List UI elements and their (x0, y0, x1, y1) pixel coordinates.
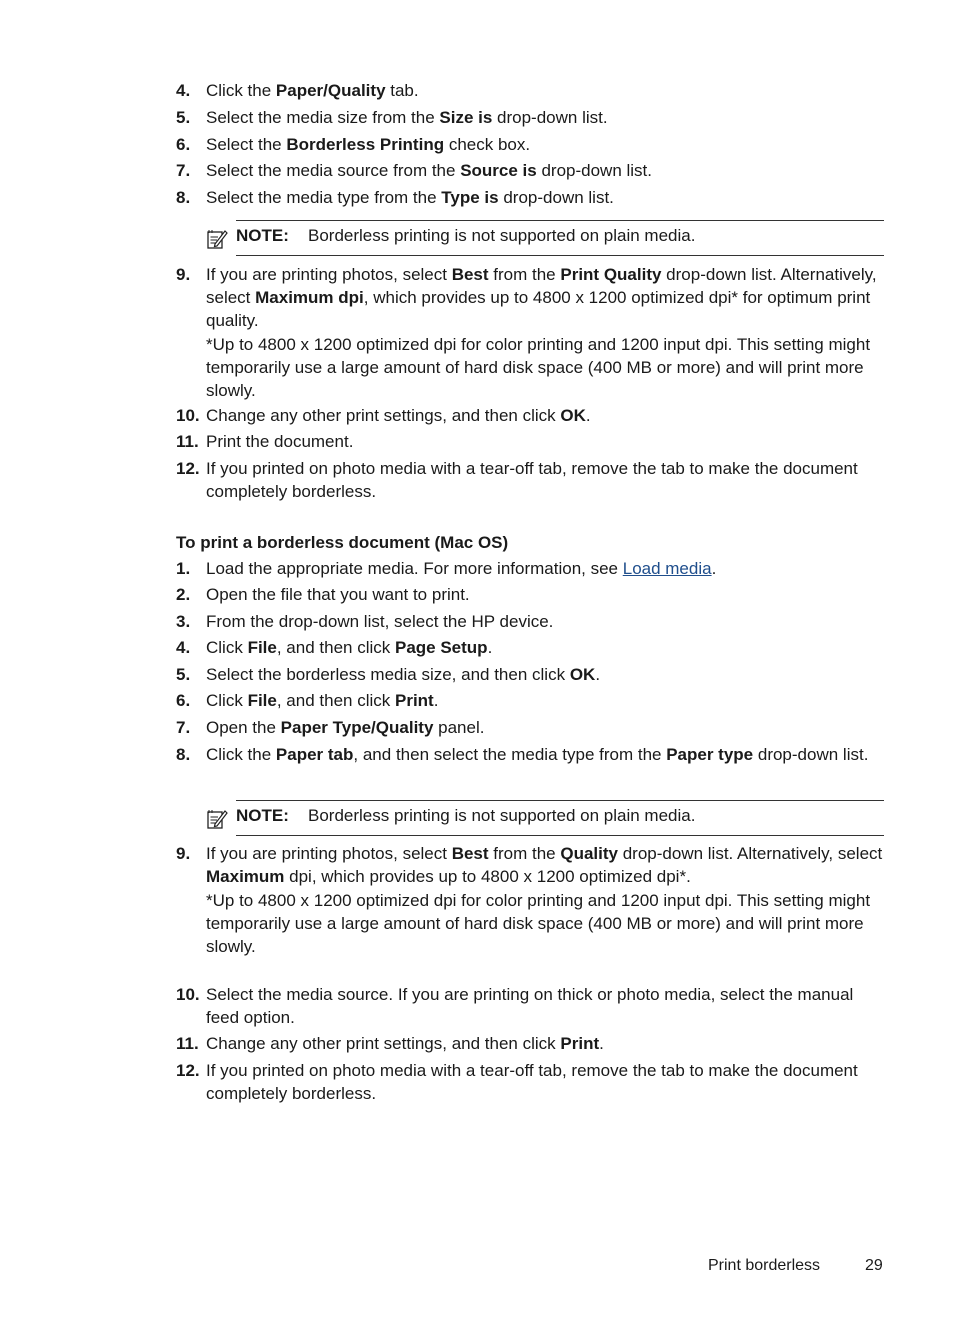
mac-step-4 (176, 636, 886, 659)
step-12 (176, 457, 886, 503)
bold-term: Type is (441, 188, 499, 207)
step-text: Open the (206, 718, 281, 737)
step-text: , which provides up to 4800 x 1200 optimized dpi* for optimum print quality. (206, 288, 871, 330)
bold-term: Source is (460, 161, 537, 180)
step-body (206, 159, 886, 182)
step-body (206, 186, 886, 209)
step-paragraph (206, 663, 886, 686)
footer-section-title: Print borderless (708, 1257, 821, 1274)
step-text: , and then click (276, 691, 395, 710)
step-paragraph (206, 842, 886, 888)
step-number: 5. (176, 665, 191, 684)
step-10 (176, 404, 886, 427)
step-text: . (433, 691, 439, 710)
step-number: 9. (176, 844, 191, 863)
step-text: drop-down list. Alternatively, select (618, 844, 883, 863)
note-text: Borderless printing is not supported on plain media. (308, 806, 696, 825)
step-text: . (585, 406, 591, 425)
step-paragraph (206, 186, 886, 209)
mac-step-7 (176, 716, 886, 739)
step-number: 9. (176, 265, 191, 284)
step-text: If you printed on photo media with a tear-off tab, remove the tab to make the document completely borderless. (206, 1061, 858, 1103)
step-text: If you are printing photos, select (206, 265, 452, 284)
step-number: 12. (176, 1061, 200, 1080)
note-top-rule (236, 220, 884, 221)
bold-term: OK (569, 665, 596, 684)
step-text: Select the media type from the (206, 188, 442, 207)
step-text: Click (206, 691, 248, 710)
step-text: drop-down list. (753, 745, 869, 764)
step-paragraph (206, 133, 886, 156)
step-body (206, 1032, 886, 1055)
step-text: Change any other print settings, and then click (206, 406, 561, 425)
step-number: 2. (176, 585, 191, 604)
step-body (206, 689, 886, 712)
mac-step-11 (176, 1032, 886, 1055)
step-number: 11. (176, 432, 199, 451)
bold-term: File (247, 638, 277, 657)
step-body (206, 743, 886, 766)
step-text: Click (206, 638, 248, 657)
step-text: Select the media size from the (206, 108, 440, 127)
mac-step-9 (176, 842, 886, 958)
bold-term: Page Setup (394, 638, 488, 657)
note-text: Borderless printing is not supported on plain media. (308, 226, 696, 245)
step-paragraph (206, 610, 886, 633)
step-number: 4. (176, 638, 191, 657)
step-paragraph (206, 689, 886, 712)
step-body (206, 663, 886, 686)
step-number: 6. (176, 135, 191, 154)
step-body (206, 457, 886, 503)
step-number: 10. (176, 985, 200, 1004)
mac-step-1 (176, 557, 886, 580)
step-paragraph (206, 743, 886, 766)
step-paragraph (206, 636, 886, 659)
bold-term: Print (560, 1034, 600, 1053)
step-text: From the drop-down list, select the HP device. (206, 612, 554, 631)
step-text: drop-down list. (498, 188, 614, 207)
step-text: If you printed on photo media with a tear-off tab, remove the tab to make the document completely borderless. (206, 459, 858, 501)
step-text: check box. (444, 135, 531, 154)
step-body (206, 842, 886, 958)
step-text: from the (488, 844, 561, 863)
step-body (206, 404, 886, 427)
bold-term: Best (451, 844, 489, 863)
step-text: Select the media source from the (206, 161, 461, 180)
mac-step-12 (176, 1059, 886, 1105)
step-paragraph (206, 583, 886, 606)
step-text: *Up to 4800 x 1200 optimized dpi for color printing and 1200 input dpi. This setting might temporarily use a large amount of hard disk space (400 MB or more) and will print more slowly. (206, 891, 871, 956)
step-paragraph (206, 430, 886, 453)
step-text: drop-down list. Alternatively, select (206, 265, 877, 307)
step-body (206, 79, 886, 102)
step-paragraph (206, 457, 886, 503)
step-text: from the (488, 265, 561, 284)
bold-term: Paper Type/Quality (280, 718, 434, 737)
step-paragraph (206, 263, 886, 332)
step-number: 8. (176, 745, 191, 764)
step-text: Change any other print settings, and then click (206, 1034, 561, 1053)
step-paragraph (206, 159, 886, 182)
step-paragraph (206, 983, 886, 1029)
step-text: Load the appropriate media. For more information, see (206, 559, 623, 578)
step-body (206, 610, 886, 633)
bold-term: Quality (560, 844, 618, 863)
step-number: 12. (176, 459, 200, 478)
mac-step-10 (176, 983, 886, 1029)
note-bottom-rule (236, 255, 884, 256)
step-text: Open the file that you want to print. (206, 585, 470, 604)
bold-term: Size is (439, 108, 493, 127)
step-number: 8. (176, 188, 191, 207)
step-body (206, 583, 886, 606)
note-label: NOTE: (236, 226, 289, 245)
step-paragraph (206, 333, 886, 402)
step-body (206, 1059, 886, 1105)
step-text: If you are printing photos, select (206, 844, 452, 863)
step-paragraph (206, 106, 886, 129)
page-number: 29 (865, 1257, 883, 1274)
step-number: 4. (176, 81, 191, 100)
step-text: . (487, 638, 493, 657)
note-bottom-rule (236, 835, 884, 836)
step-text: . (599, 1034, 604, 1053)
mac-step-5 (176, 663, 886, 686)
step-body (206, 263, 886, 402)
bold-term: Paper type (666, 745, 754, 764)
bold-term: Print Quality (560, 265, 662, 284)
step-text: , and then click (276, 638, 395, 657)
step-text: . (711, 559, 717, 578)
step-paragraph (206, 889, 886, 958)
step-body (206, 983, 886, 1029)
note-box (206, 800, 884, 836)
step-11 (176, 430, 886, 453)
bold-term: Paper tab (275, 745, 354, 764)
step-text: *Up to 4800 x 1200 optimized dpi for color printing and 1200 input dpi. This setting might temporarily use a large amount of hard disk space (400 MB or more) and will print more slowly. (206, 335, 871, 400)
step-text: . (595, 665, 601, 684)
step-body (206, 133, 886, 156)
step-number: 6. (176, 691, 191, 710)
step-8 (176, 186, 886, 209)
bold-term: Maximum (206, 867, 285, 886)
step-body (206, 716, 886, 739)
step-5 (176, 106, 886, 129)
bold-term: Print (394, 691, 434, 710)
step-text: Click the (206, 745, 276, 764)
section-heading: To print a borderless document (Mac OS) (176, 533, 509, 552)
bold-term: Paper/Quality (275, 81, 386, 100)
step-number: 5. (176, 108, 191, 127)
step-text: Select the media source. If you are printing on thick or photo media, select the manual feed option. (206, 985, 854, 1027)
step-paragraph (206, 716, 886, 739)
step-paragraph (206, 79, 886, 102)
step-9 (176, 263, 886, 402)
step-4 (176, 79, 886, 102)
mac-step-2 (176, 583, 886, 606)
step-body (206, 430, 886, 453)
step-number: 3. (176, 612, 191, 631)
mac-step-6 (176, 689, 886, 712)
bold-term: Best (451, 265, 489, 284)
step-paragraph (206, 404, 886, 427)
mac-step-8 (176, 743, 886, 766)
step-body (206, 106, 886, 129)
mac-step-3 (176, 610, 886, 633)
step-body (206, 557, 886, 580)
step-text: tab. (385, 81, 419, 100)
bold-term: File (247, 691, 277, 710)
step-text: drop-down list. (536, 161, 653, 180)
step-number: 11. (176, 1034, 199, 1053)
step-paragraph (206, 1059, 886, 1105)
note-icon (206, 228, 228, 250)
step-paragraph (206, 1032, 886, 1055)
step-number: 1. (176, 559, 191, 578)
step-text: drop-down list. (492, 108, 608, 127)
step-text: Print the document. (206, 432, 354, 451)
step-number: 10. (176, 406, 200, 425)
step-number: 7. (176, 161, 191, 180)
step-number: 7. (176, 718, 191, 737)
note-label: NOTE: (236, 806, 289, 825)
step-text: panel. (433, 718, 485, 737)
step-text: Select the borderless media size, and then click (206, 665, 570, 684)
bold-term: OK (560, 406, 586, 425)
step-6 (176, 133, 886, 156)
bold-term: Maximum dpi (255, 288, 364, 307)
note-top-rule (236, 800, 884, 801)
step-7 (176, 159, 886, 182)
bold-term: Borderless Printing (286, 135, 445, 154)
load-media-link[interactable]: Load media (622, 559, 712, 578)
step-text: dpi, which provides up to 4800 x 1200 optimized dpi*. (284, 867, 691, 886)
step-text: Click the (206, 81, 276, 100)
step-text: , and then select the media type from the (353, 745, 667, 764)
step-text: Select the (206, 135, 287, 154)
note-icon (206, 808, 228, 830)
step-body (206, 636, 886, 659)
step-paragraph (206, 557, 886, 580)
note-box (206, 220, 884, 256)
